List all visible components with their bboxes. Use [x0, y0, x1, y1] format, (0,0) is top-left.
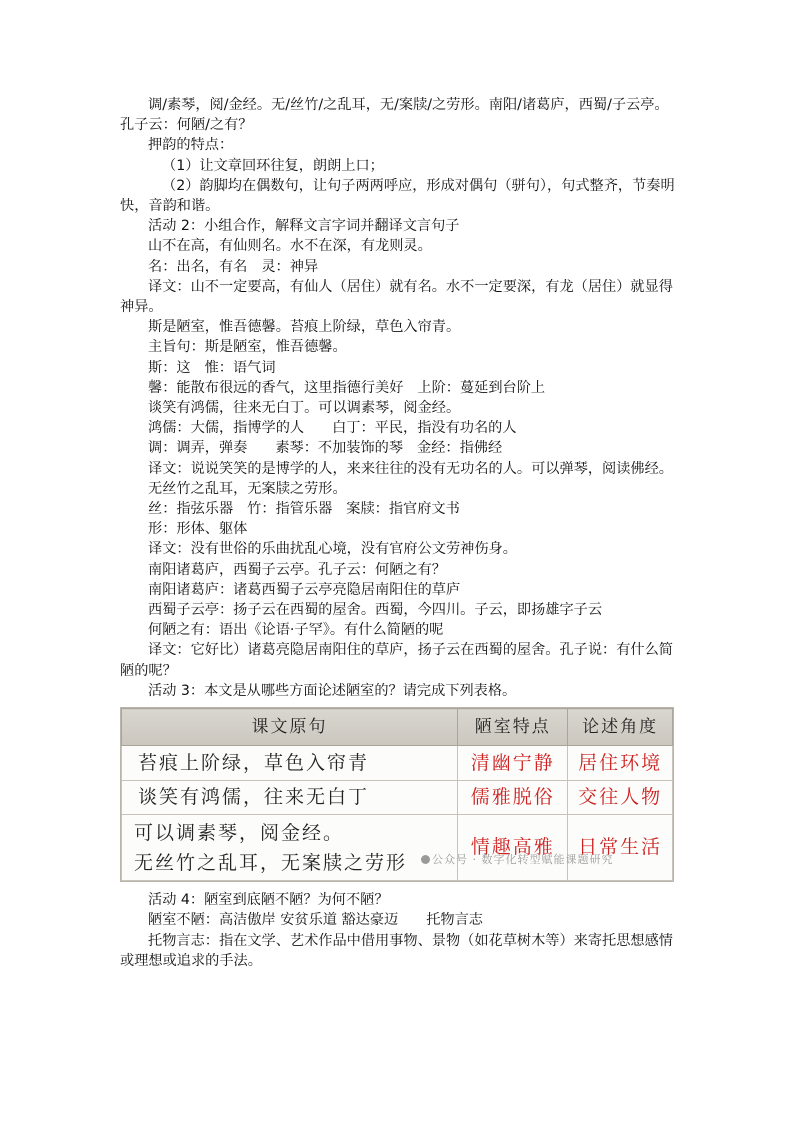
gloss: 上阶：蔓延到台阶上: [417, 379, 546, 396]
text-line: 南阳诸葛庐，西蜀子云亭。孔子云：何陋之有？: [148, 561, 446, 578]
gloss: 案牍：指官府文书: [346, 501, 460, 518]
text-line: （1）让文章回环往复，朗朗上口；: [162, 157, 384, 174]
table-row: [122, 815, 673, 881]
table-row: [122, 780, 673, 815]
table-cell-sentence: 苔痕上阶绿，草色入帘青: [122, 746, 458, 781]
text-line: （2）韵脚均在偶数句，让句子两两呼应，形成对偶句（骈句），句式整齐，节奏明快，音韵和谐。: [120, 177, 675, 215]
wechat-icon: [421, 855, 430, 864]
text-line: [120, 378, 680, 398]
table-cell-sentence: [122, 815, 458, 881]
table-cell-angle: 交往人物: [568, 780, 673, 815]
gloss: 斯：这: [148, 359, 191, 376]
text-line: [120, 418, 680, 438]
translation: 译文：没有世俗的乐曲扰乱心境，没有官府公文劳神伤身。: [148, 541, 517, 558]
translation: 译文：它好比）诸葛亮隐居南阳住的草庐，扬子云在西蜀的屋舍。孔子说：有什么简陋的呢？: [120, 642, 673, 679]
watermark: 公众号 · 数字化转型赋能课题研究: [421, 850, 614, 870]
text-line: 谈笑有鸿儒，往来无白丁。可以调素琴，阅金经。: [148, 400, 461, 417]
gloss: 馨：能散布很远的香气，这里指德行美好: [148, 379, 404, 396]
text-line: [120, 358, 680, 378]
gloss: 名：出名，有名: [148, 258, 248, 275]
document-body: [120, 95, 680, 971]
gloss: 惟：语气词: [204, 359, 276, 376]
text-line: 主旨句：斯是陋室，惟吾德馨。: [148, 339, 347, 356]
translation: 译文：说说笑笑的是博学的人，来来往往的没有无功名的人。可以弹琴，阅读佛经。: [148, 460, 673, 477]
table-header: 论述角度: [568, 709, 673, 746]
text-line: 无丝竹之乱耳，无案牍之劳形。: [148, 480, 347, 497]
gloss: 竹：指管乐器: [247, 501, 333, 518]
sentence-line: 无丝竹之乱耳，无案牍之劳形: [134, 851, 408, 874]
text-line: [120, 499, 680, 519]
gloss: 丝：指弦乐器: [148, 501, 234, 518]
text-line: 南阳诸葛庐：诸葛西蜀子云亭亮隐居南阳住的草庐: [148, 581, 461, 598]
gloss: 鸿儒：大儒，指博学的人: [148, 420, 305, 437]
table-header: 陋室特点: [458, 709, 568, 746]
table-cell-feature: 情趣高雅: [458, 815, 568, 881]
table-cell-sentence: 谈笑有鸿儒，往来无白丁: [122, 780, 458, 815]
table-cell-angle: 居住环境: [568, 746, 673, 781]
table-row: [122, 746, 673, 781]
translation: 译文：山不一定要高，有仙人（居住）就有名。水不一定要深，有龙（居住）就显得神异。: [120, 278, 673, 316]
summary: 陋室不陋：高洁傲岸 安贫乐道 豁达豪迈: [148, 912, 399, 929]
text-line: 形：形体、躯体: [148, 521, 248, 538]
text-line: 调/素琴，阅/金经。无/丝竹/之乱耳，无/案牍/之劳形。南阳/诸葛庐，西蜀/子云亭。孔子云：何陋/之有？: [120, 97, 669, 134]
text-line: 山不在高，有仙则名。水不在深，有龙则灵。: [148, 238, 432, 255]
table-cell-angle: 日常生活: [568, 815, 673, 881]
table-header: 课文原句: [122, 709, 458, 746]
gloss: 金经：指佛经: [417, 440, 503, 457]
table-cell-feature: 儒雅脱俗: [458, 780, 568, 815]
gloss: 白丁：平民，指没有功名的人: [332, 420, 517, 437]
analysis-table-image: [120, 707, 674, 882]
text-line: [120, 257, 680, 277]
sentence-line: 可以调素琴，阅金经。: [134, 821, 345, 844]
gloss: 灵：神异: [261, 258, 319, 275]
text-line: [120, 438, 680, 458]
activity-heading: 活动 4：陋室到底陋不陋？为何不陋？: [148, 892, 389, 909]
table-header-row: [122, 709, 673, 746]
activity-heading: 活动 3：本文是从哪些方面论述陋室的？请完成下列表格。: [148, 682, 517, 699]
text-line: 斯是陋室，惟吾德馨。苔痕上阶绿，草色入帘青。: [148, 319, 461, 336]
definition: 托物言志：指在文学、艺术作品中借用事物、景物（如花草树木等）来寄托思想感情或理想或追求的手法。: [120, 932, 673, 969]
text-line: 押韵的特点：: [148, 137, 234, 154]
table-cell-feature: 清幽宁静: [458, 746, 568, 781]
gloss: 素琴：不加装饰的琴: [275, 440, 404, 457]
summary: 托物言志: [426, 912, 483, 929]
activity-heading: 活动 2：小组合作，解释文言字词并翻译文言句子: [148, 218, 460, 235]
text-line: 西蜀子云亭：扬子云在西蜀的屋舍。西蜀，今四川。子云，即扬雄字子云: [148, 602, 603, 619]
text-line: [120, 910, 680, 930]
gloss: 调：调弄，弹奏: [148, 440, 248, 457]
text-line: 何陋之有：语出《论语·子罕》。有什么简陋的呢: [148, 622, 444, 639]
